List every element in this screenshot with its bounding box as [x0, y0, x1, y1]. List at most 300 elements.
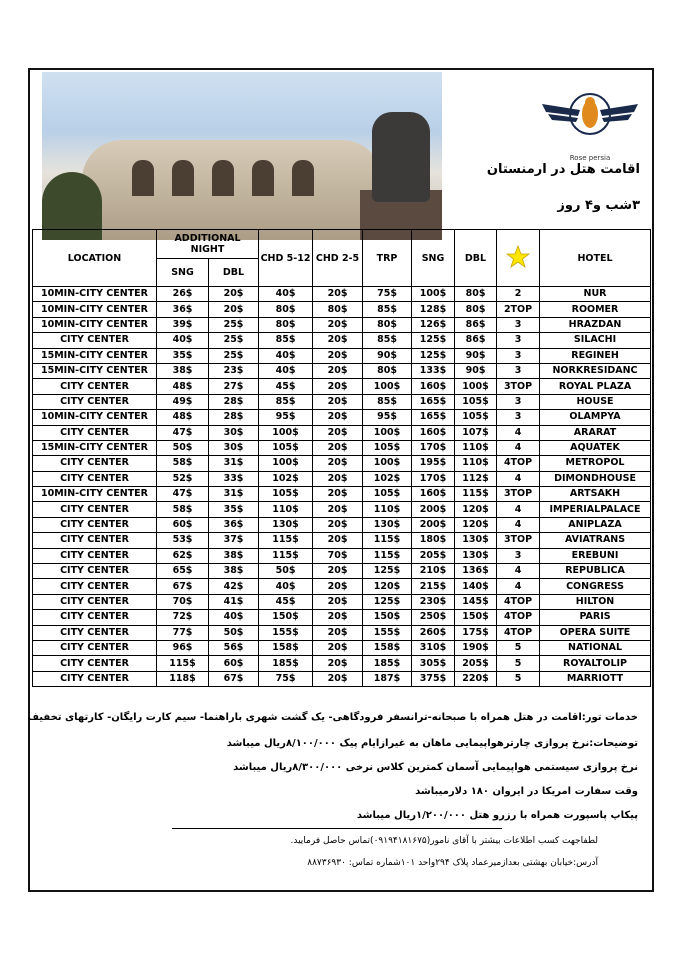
tour-services-note: خدمات تور:اقامت در هتل همراه با صبحانه-ترانسفر فرودگاهی- یک گشت شهری باراهنما- سیم کارت رایگان- کارتهای تخفیف — [27, 712, 638, 723]
cell-add-dbl: 41$ — [209, 594, 259, 609]
cell-stars: 4 — [497, 517, 540, 532]
cell-dbl: 90$ — [455, 348, 497, 363]
cell-add-sng: 50$ — [157, 440, 209, 455]
cell-chd-2-5: 20$ — [313, 502, 363, 517]
cell-chd-2-5: 20$ — [313, 317, 363, 332]
cell-sng: 125$ — [412, 348, 455, 363]
cell-sng: 160$ — [412, 425, 455, 440]
cell-sng: 210$ — [412, 564, 455, 579]
cell-trp: 115$ — [363, 533, 412, 548]
cell-sng: 170$ — [412, 471, 455, 486]
cell-dbl: 130$ — [455, 548, 497, 563]
cell-add-dbl: 25$ — [209, 348, 259, 363]
cell-chd-5-12: 40$ — [259, 363, 313, 378]
cell-chd-5-12: 50$ — [259, 564, 313, 579]
cell-add-sng: 48$ — [157, 379, 209, 394]
cell-stars: 4 — [497, 425, 540, 440]
cell-chd-2-5: 20$ — [313, 671, 363, 686]
cell-location: CITY CENTER — [33, 548, 157, 563]
cell-chd-2-5: 20$ — [313, 471, 363, 486]
cell-hotel: NORKRESIDANC — [540, 363, 651, 378]
cell-add-dbl: 37$ — [209, 533, 259, 548]
cell-add-dbl: 67$ — [209, 671, 259, 686]
cell-dbl: 100$ — [455, 379, 497, 394]
header-location: LOCATION — [33, 230, 157, 287]
page-subtitle: ۳شب و۴ روز — [557, 198, 640, 213]
cell-dbl: 105$ — [455, 394, 497, 409]
cell-hotel: ROYALTOLIP — [540, 656, 651, 671]
cell-stars: 4 — [497, 579, 540, 594]
table-row — [33, 440, 651, 455]
cell-trp: 102$ — [363, 471, 412, 486]
cell-add-sng: 65$ — [157, 564, 209, 579]
cell-chd-2-5: 20$ — [313, 656, 363, 671]
cell-hotel: HILTON — [540, 594, 651, 609]
cell-hotel: ARTSAKH — [540, 487, 651, 502]
yerevan-square-photo — [42, 72, 442, 240]
cell-chd-5-12: 80$ — [259, 302, 313, 317]
cell-hotel: AVIATRANS — [540, 533, 651, 548]
cell-add-dbl: 56$ — [209, 640, 259, 655]
cell-hotel: DIMONDHOUSE — [540, 471, 651, 486]
cell-chd-2-5: 20$ — [313, 440, 363, 455]
cell-chd-2-5: 20$ — [313, 579, 363, 594]
cell-chd-5-12: 45$ — [259, 594, 313, 609]
cell-chd-5-12: 102$ — [259, 471, 313, 486]
cell-add-dbl: 60$ — [209, 656, 259, 671]
cell-chd-2-5: 20$ — [313, 394, 363, 409]
address-note: آدرس:خیابان بهشتی بعدازمیرعماد پلاک ۲۹۴واحد ۱۰۱شماره تماس: ۸۸۷۳۶۹۳۰ — [307, 858, 598, 868]
cell-add-sng: 72$ — [157, 610, 209, 625]
cell-dbl: 115$ — [455, 487, 497, 502]
cell-sng: 260$ — [412, 625, 455, 640]
cell-chd-5-12: 85$ — [259, 333, 313, 348]
cell-sng: 310$ — [412, 640, 455, 655]
cell-add-sng: 49$ — [157, 394, 209, 409]
cell-location: CITY CENTER — [33, 610, 157, 625]
header-dbl: DBL — [455, 230, 497, 287]
cell-add-dbl: 33$ — [209, 471, 259, 486]
cell-trp: 85$ — [363, 333, 412, 348]
passport-note: پیکاپ پاسپورت همراه با رزرو هتل ۱/۲۰۰/۰۰۰ریال میباشد — [356, 810, 638, 821]
cell-add-sng: 40$ — [157, 333, 209, 348]
cell-add-sng: 48$ — [157, 410, 209, 425]
cell-add-dbl: 30$ — [209, 425, 259, 440]
cell-stars: 4TOP — [497, 610, 540, 625]
cell-trp: 85$ — [363, 302, 412, 317]
cell-dbl: 80$ — [455, 302, 497, 317]
table-row — [33, 656, 651, 671]
table-row — [33, 564, 651, 579]
cell-trp: 90$ — [363, 348, 412, 363]
header-chd-2-5: CHD 2-5 — [313, 230, 363, 287]
cell-location: CITY CENTER — [33, 333, 157, 348]
table-row — [33, 533, 651, 548]
cell-location: 15MIN-CITY CENTER — [33, 440, 157, 455]
cell-location: CITY CENTER — [33, 517, 157, 532]
cell-chd-2-5: 20$ — [313, 363, 363, 378]
cell-hotel: METROPOL — [540, 456, 651, 471]
cell-hotel: PARIS — [540, 610, 651, 625]
cell-chd-5-12: 115$ — [259, 548, 313, 563]
cell-location: CITY CENTER — [33, 502, 157, 517]
cell-add-sng: 39$ — [157, 317, 209, 332]
cell-stars: 2TOP — [497, 302, 540, 317]
cell-stars: 4TOP — [497, 625, 540, 640]
cell-trp: 100$ — [363, 379, 412, 394]
cell-add-dbl: 20$ — [209, 287, 259, 302]
cell-chd-2-5: 20$ — [313, 487, 363, 502]
cell-trp: 125$ — [363, 594, 412, 609]
cell-trp: 185$ — [363, 656, 412, 671]
table-row — [33, 302, 651, 317]
cell-trp: 187$ — [363, 671, 412, 686]
cell-hotel: MARRIOTT — [540, 671, 651, 686]
table-row — [33, 317, 651, 332]
window-shape — [172, 160, 194, 196]
cell-trp: 75$ — [363, 287, 412, 302]
cell-stars: 5 — [497, 640, 540, 655]
cell-add-dbl: 28$ — [209, 394, 259, 409]
cell-trp: 95$ — [363, 410, 412, 425]
cell-trp: 115$ — [363, 548, 412, 563]
cell-location: 10MIN-CITY CENTER — [33, 317, 157, 332]
cell-location: CITY CENTER — [33, 471, 157, 486]
cell-dbl: 90$ — [455, 363, 497, 378]
cell-hotel: REGINEH — [540, 348, 651, 363]
cell-sng: 133$ — [412, 363, 455, 378]
cell-hotel: OLAMPYA — [540, 410, 651, 425]
cell-dbl: 110$ — [455, 440, 497, 455]
cell-hotel: NUR — [540, 287, 651, 302]
cell-hotel: AQUATEK — [540, 440, 651, 455]
cell-stars: 3TOP — [497, 533, 540, 548]
cell-add-sng: 115$ — [157, 656, 209, 671]
table-row — [33, 517, 651, 532]
table-row — [33, 548, 651, 563]
cell-location: 10MIN-CITY CENTER — [33, 410, 157, 425]
cell-add-sng: 60$ — [157, 517, 209, 532]
cell-hotel: HOUSE — [540, 394, 651, 409]
cell-trp: 155$ — [363, 625, 412, 640]
cell-stars: 4TOP — [497, 594, 540, 609]
page-title: اقامت هتل در ارمنستان — [486, 162, 640, 177]
cell-location: CITY CENTER — [33, 579, 157, 594]
cell-add-dbl: 40$ — [209, 610, 259, 625]
table-row — [33, 287, 651, 302]
cell-location: 10MIN-CITY CENTER — [33, 487, 157, 502]
cell-chd-2-5: 20$ — [313, 640, 363, 655]
table-row — [33, 640, 651, 655]
cell-location: CITY CENTER — [33, 533, 157, 548]
cell-trp: 100$ — [363, 425, 412, 440]
cell-add-sng: 67$ — [157, 579, 209, 594]
cell-trp: 100$ — [363, 456, 412, 471]
cell-chd-5-12: 155$ — [259, 625, 313, 640]
cell-chd-5-12: 40$ — [259, 579, 313, 594]
cell-sng: 215$ — [412, 579, 455, 594]
cell-sng: 160$ — [412, 487, 455, 502]
header-trp: TRP — [363, 230, 412, 287]
cell-add-sng: 58$ — [157, 456, 209, 471]
cell-add-sng: 118$ — [157, 671, 209, 686]
cell-add-dbl: 30$ — [209, 440, 259, 455]
cell-dbl: 86$ — [455, 317, 497, 332]
header-sng: SNG — [412, 230, 455, 287]
cell-dbl: 150$ — [455, 610, 497, 625]
table-row — [33, 410, 651, 425]
cell-add-sng: 96$ — [157, 640, 209, 655]
cell-hotel: OPERA SUITE — [540, 625, 651, 640]
cell-sng: 205$ — [412, 548, 455, 563]
cell-chd-5-12: 80$ — [259, 317, 313, 332]
cell-add-dbl: 31$ — [209, 487, 259, 502]
cell-sng: 165$ — [412, 410, 455, 425]
cell-chd-2-5: 20$ — [313, 625, 363, 640]
table-row — [33, 671, 651, 686]
cell-sng: 200$ — [412, 502, 455, 517]
table-row — [33, 610, 651, 625]
cell-chd-5-12: 40$ — [259, 348, 313, 363]
cell-stars: 5 — [497, 671, 540, 686]
cell-dbl: 205$ — [455, 656, 497, 671]
cell-chd-5-12: 130$ — [259, 517, 313, 532]
logo-caption: Rose persia — [569, 154, 611, 162]
cell-add-sng: 70$ — [157, 594, 209, 609]
cell-add-dbl: 38$ — [209, 564, 259, 579]
cell-chd-2-5: 20$ — [313, 348, 363, 363]
window-shape — [292, 160, 314, 196]
cell-chd-2-5: 20$ — [313, 594, 363, 609]
cell-add-dbl: 35$ — [209, 502, 259, 517]
table-row — [33, 363, 651, 378]
cell-hotel: IMPERIALPALACE — [540, 502, 651, 517]
cell-chd-2-5: 20$ — [313, 287, 363, 302]
cell-chd-5-12: 185$ — [259, 656, 313, 671]
header-add-sng: SNG — [157, 258, 209, 287]
cell-location: CITY CENTER — [33, 379, 157, 394]
cell-chd-5-12: 45$ — [259, 379, 313, 394]
cell-chd-5-12: 75$ — [259, 671, 313, 686]
cell-sng: 305$ — [412, 656, 455, 671]
cell-chd-2-5: 20$ — [313, 456, 363, 471]
cell-trp: 120$ — [363, 579, 412, 594]
cell-chd-5-12: 105$ — [259, 487, 313, 502]
cell-stars: 2 — [497, 287, 540, 302]
cell-dbl: 175$ — [455, 625, 497, 640]
table-row — [33, 579, 651, 594]
cell-trp: 105$ — [363, 487, 412, 502]
contact-note: لطفاجهت کسب اطلاعات بیشتر با آقای نامور(۰۹۱۹۴۱۸۱۶۷۵)تماس حاصل فرمایید. — [290, 836, 598, 846]
cell-sng: 250$ — [412, 610, 455, 625]
cell-add-dbl: 31$ — [209, 456, 259, 471]
cell-sng: 195$ — [412, 456, 455, 471]
cell-dbl: 140$ — [455, 579, 497, 594]
cell-location: CITY CENTER — [33, 394, 157, 409]
cell-dbl: 145$ — [455, 594, 497, 609]
cell-trp: 158$ — [363, 640, 412, 655]
cell-location: CITY CENTER — [33, 640, 157, 655]
cell-location: 10MIN-CITY CENTER — [33, 287, 157, 302]
cell-hotel: REPUBLICA — [540, 564, 651, 579]
cell-stars: 4 — [497, 471, 540, 486]
agency-logo — [540, 80, 640, 152]
cell-chd-5-12: 110$ — [259, 502, 313, 517]
cell-chd-2-5: 20$ — [313, 533, 363, 548]
cell-trp: 110$ — [363, 502, 412, 517]
cell-location: CITY CENTER — [33, 425, 157, 440]
header-add-dbl: DBL — [209, 258, 259, 287]
cell-location: 10MIN-CITY CENTER — [33, 302, 157, 317]
window-shape — [212, 160, 234, 196]
cell-chd-5-12: 85$ — [259, 394, 313, 409]
cell-sng: 180$ — [412, 533, 455, 548]
cell-add-dbl: 25$ — [209, 333, 259, 348]
cell-stars: 4 — [497, 440, 540, 455]
cell-chd-5-12: 150$ — [259, 610, 313, 625]
cell-stars: 3TOP — [497, 379, 540, 394]
cell-stars: 4 — [497, 564, 540, 579]
cell-chd-5-12: 115$ — [259, 533, 313, 548]
cell-dbl: 105$ — [455, 410, 497, 425]
cell-add-sng: 26$ — [157, 287, 209, 302]
cell-hotel: ROOMER — [540, 302, 651, 317]
table-row — [33, 471, 651, 486]
embassy-note: وقت سفارت امریکا در ایروان ۱۸۰ دلارمیباشد — [415, 786, 638, 797]
cell-chd-2-5: 80$ — [313, 302, 363, 317]
header-hotel: HOTEL — [540, 230, 651, 287]
cell-sng: 375$ — [412, 671, 455, 686]
hotel-rates-table — [32, 229, 651, 687]
cell-stars: 3 — [497, 548, 540, 563]
cell-stars: 3 — [497, 317, 540, 332]
cell-add-sng: 47$ — [157, 487, 209, 502]
statue-shape — [372, 112, 430, 202]
cell-stars: 3 — [497, 333, 540, 348]
system-flight-note: نرخ پروازی سیستمی هواپیمایی آسمان کمترین کلاس نرخی ۸/۳۰۰/۰۰۰ریال میباشد — [233, 762, 638, 773]
cell-trp: 80$ — [363, 363, 412, 378]
cell-hotel: SILACHI — [540, 333, 651, 348]
cell-add-sng: 36$ — [157, 302, 209, 317]
table-row — [33, 502, 651, 517]
cell-hotel: CONGRESS — [540, 579, 651, 594]
window-shape — [132, 160, 154, 196]
cell-add-dbl: 36$ — [209, 517, 259, 532]
cell-hotel: ARARAT — [540, 425, 651, 440]
cell-location: CITY CENTER — [33, 564, 157, 579]
cell-chd-2-5: 20$ — [313, 379, 363, 394]
table-row — [33, 333, 651, 348]
cell-chd-2-5: 20$ — [313, 333, 363, 348]
window-shape — [252, 160, 274, 196]
cell-sng: 230$ — [412, 594, 455, 609]
cell-dbl: 112$ — [455, 471, 497, 486]
charter-flight-note: توضیحات:نرخ پروازی چارترهواپیمایی ماهان به غیرازایام پیک ۸/۱۰۰/۰۰۰ریال میباشد — [226, 738, 638, 749]
table-row — [33, 348, 651, 363]
cell-trp: 150$ — [363, 610, 412, 625]
cell-trp: 105$ — [363, 440, 412, 455]
cell-sng: 100$ — [412, 287, 455, 302]
table-row — [33, 625, 651, 640]
cell-sng: 128$ — [412, 302, 455, 317]
cell-location: CITY CENTER — [33, 671, 157, 686]
cell-location: CITY CENTER — [33, 594, 157, 609]
cell-chd-2-5: 20$ — [313, 410, 363, 425]
cell-trp: 130$ — [363, 517, 412, 532]
cell-add-dbl: 27$ — [209, 379, 259, 394]
cell-stars: 5 — [497, 656, 540, 671]
cell-dbl: 86$ — [455, 333, 497, 348]
cell-stars: 3TOP — [497, 487, 540, 502]
header-chd-5-12: CHD 5-12 — [259, 230, 313, 287]
cell-add-dbl: 25$ — [209, 317, 259, 332]
cell-stars: 3 — [497, 394, 540, 409]
cell-add-sng: 77$ — [157, 625, 209, 640]
cell-chd-2-5: 20$ — [313, 564, 363, 579]
cell-add-sng: 47$ — [157, 425, 209, 440]
cell-stars: 3 — [497, 363, 540, 378]
table-row — [33, 456, 651, 471]
cell-add-dbl: 50$ — [209, 625, 259, 640]
cell-stars: 4 — [497, 502, 540, 517]
cell-stars: 4TOP — [497, 456, 540, 471]
document-frame — [28, 68, 654, 892]
cell-chd-2-5: 20$ — [313, 425, 363, 440]
cell-add-sng: 53$ — [157, 533, 209, 548]
cell-dbl: 220$ — [455, 671, 497, 686]
cell-add-dbl: 20$ — [209, 302, 259, 317]
cell-trp: 80$ — [363, 317, 412, 332]
cell-hotel: HRAZDAN — [540, 317, 651, 332]
cell-sng: 170$ — [412, 440, 455, 455]
table-row — [33, 425, 651, 440]
cell-add-sng: 35$ — [157, 348, 209, 363]
cell-location: CITY CENTER — [33, 456, 157, 471]
table-row — [33, 394, 651, 409]
table-row — [33, 487, 651, 502]
cell-location: CITY CENTER — [33, 656, 157, 671]
cell-trp: 125$ — [363, 564, 412, 579]
cell-add-sng: 62$ — [157, 548, 209, 563]
cell-chd-5-12: 100$ — [259, 456, 313, 471]
cell-sng: 165$ — [412, 394, 455, 409]
cell-trp: 85$ — [363, 394, 412, 409]
cell-chd-5-12: 95$ — [259, 410, 313, 425]
cell-location: 15MIN-CITY CENTER — [33, 363, 157, 378]
cell-chd-2-5: 20$ — [313, 517, 363, 532]
cell-chd-2-5: 20$ — [313, 610, 363, 625]
cell-dbl: 136$ — [455, 564, 497, 579]
cell-sng: 125$ — [412, 333, 455, 348]
cell-add-sng: 52$ — [157, 471, 209, 486]
cell-stars: 3 — [497, 410, 540, 425]
cell-hotel: NATIONAL — [540, 640, 651, 655]
cell-add-dbl: 42$ — [209, 579, 259, 594]
cell-hotel: ANIPLAZA — [540, 517, 651, 532]
cell-dbl: 130$ — [455, 533, 497, 548]
table-row — [33, 379, 651, 394]
cell-location: CITY CENTER — [33, 625, 157, 640]
cell-dbl: 110$ — [455, 456, 497, 471]
cell-dbl: 120$ — [455, 502, 497, 517]
divider — [172, 828, 502, 829]
cell-sng: 160$ — [412, 379, 455, 394]
cell-chd-5-12: 105$ — [259, 440, 313, 455]
cell-hotel: ROYAL PLAZA — [540, 379, 651, 394]
cell-chd-2-5: 70$ — [313, 548, 363, 563]
header-star — [497, 230, 540, 287]
star-icon — [506, 245, 530, 269]
